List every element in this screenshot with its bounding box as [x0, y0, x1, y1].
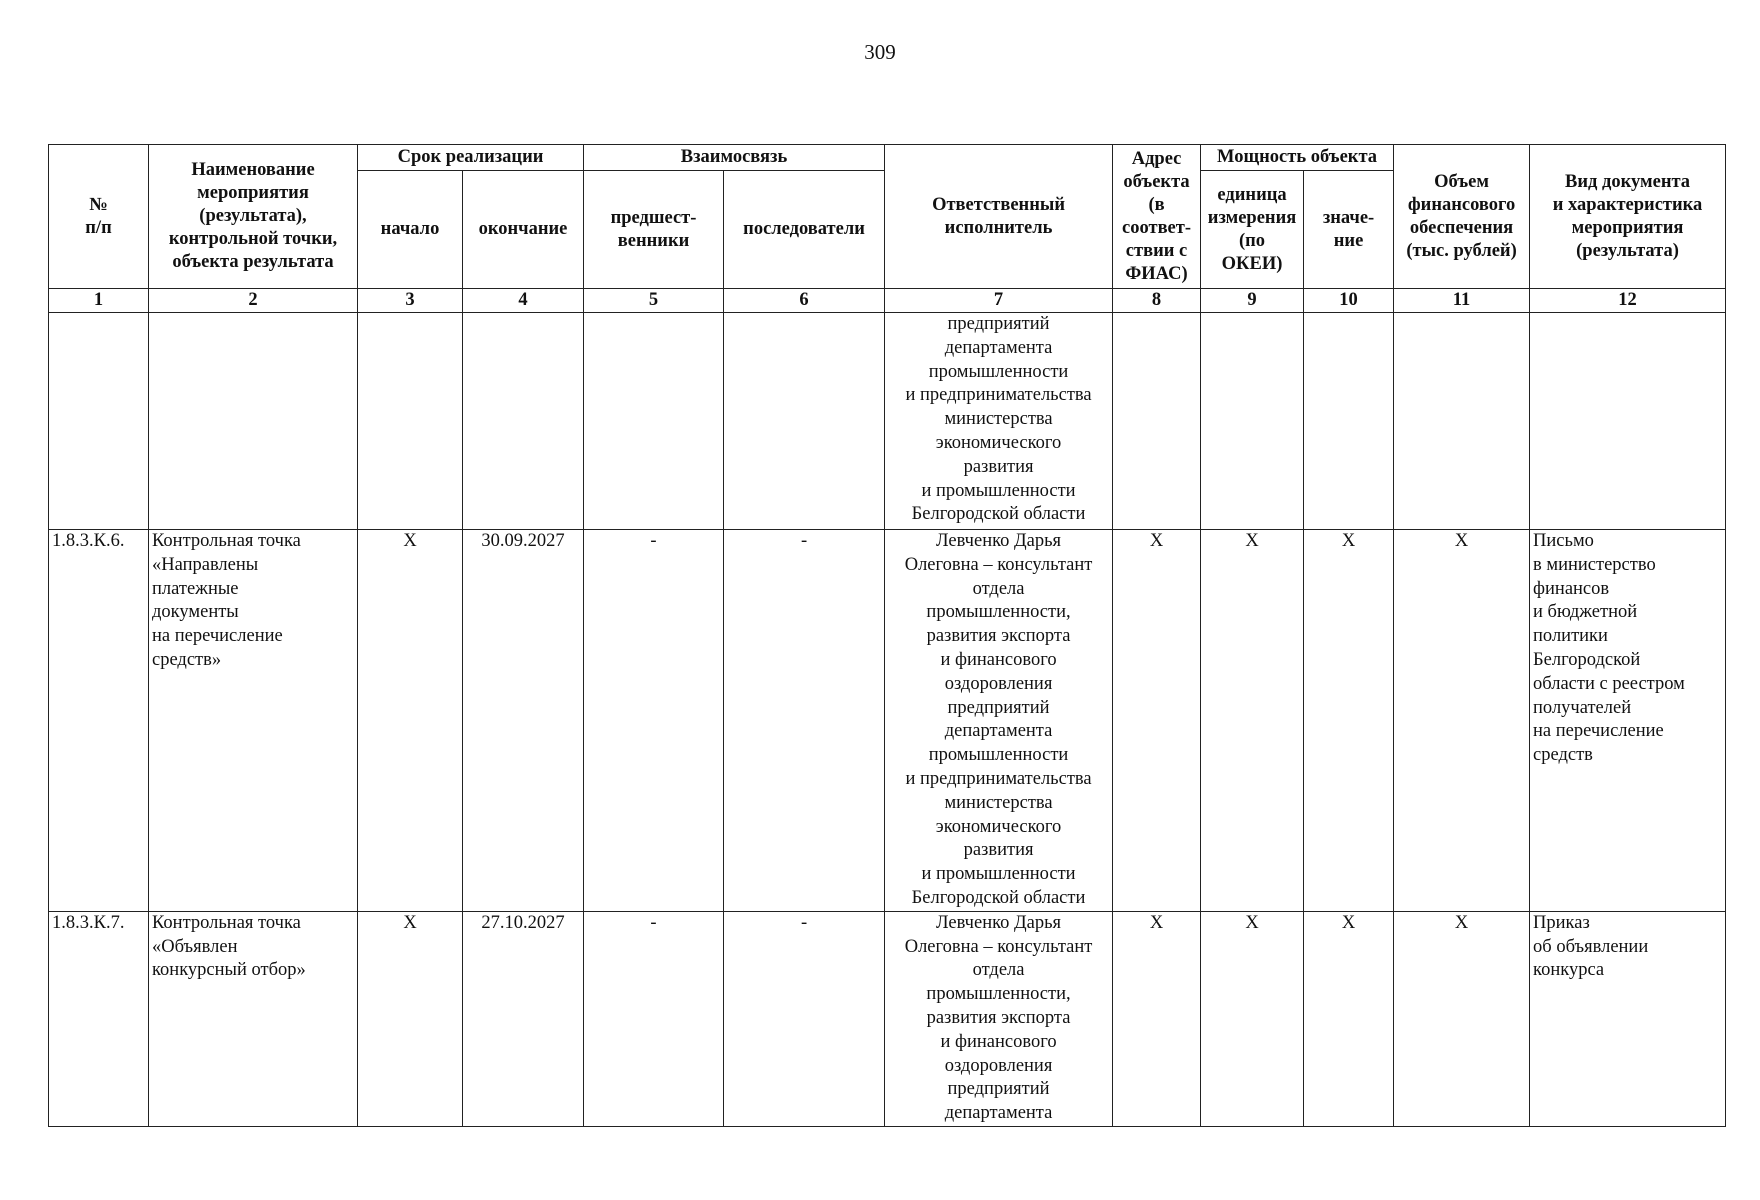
cell-doc-type: [1530, 313, 1726, 530]
header-address: Адрес объекта (в соответ- ствии с ФИАС): [1113, 145, 1201, 289]
column-number: 2: [149, 289, 358, 313]
cell-doc-type: Письмо в министерство финансов и бюджетной политики Белгородской области с реестром получателей на перечисление средств: [1530, 530, 1726, 912]
table-row: [49, 530, 1726, 912]
cell-responsible: Левченко Дарья Олеговна – консультант отдела промышленности, развития экспорта и финансового оздоровления предприятий департамента промышленности и предпринимательства министерства экономического развития и промышленности Белгородской области: [885, 530, 1113, 912]
cell-unit: [1201, 313, 1304, 530]
cell-start: [358, 313, 463, 530]
cell-name: Контрольная точка «Направлены платежные документы на перечисление средств»: [149, 530, 358, 912]
header-start: начало: [358, 171, 463, 289]
cell-end: 27.10.2027: [463, 911, 584, 1126]
column-number: 4: [463, 289, 584, 313]
column-number: 3: [358, 289, 463, 313]
column-number: 9: [1201, 289, 1304, 313]
cell-responsible: Левченко Дарья Олеговна – консультант отдела промышленности, развития экспорта и финансового оздоровления предприятий департамента: [885, 911, 1113, 1126]
column-number: 12: [1530, 289, 1726, 313]
cell-value: [1304, 313, 1394, 530]
cell-responsible: предприятий департамента промышленности и предпринимательства министерства экономического развития и промышленности Белгородской области: [885, 313, 1113, 530]
cell-address: Х: [1113, 911, 1201, 1126]
cell-start: Х: [358, 530, 463, 912]
cell-num: [49, 313, 149, 530]
header-end: окончание: [463, 171, 584, 289]
cell-num: 1.8.3.К.7.: [49, 911, 149, 1126]
cell-financing: Х: [1394, 530, 1530, 912]
cell-unit: Х: [1201, 911, 1304, 1126]
header-capacity-group: Мощность объекта: [1201, 145, 1394, 171]
cell-predecessors: -: [584, 530, 724, 912]
cell-successors: -: [724, 911, 885, 1126]
cell-name: [149, 313, 358, 530]
header-predecessors: предшест- венники: [584, 171, 724, 289]
column-number: 5: [584, 289, 724, 313]
cell-successors: [724, 313, 885, 530]
header-successors: последователи: [724, 171, 885, 289]
header-responsible: Ответственный исполнитель: [885, 145, 1113, 289]
cell-value: Х: [1304, 911, 1394, 1126]
cell-predecessors: [584, 313, 724, 530]
cell-name: Контрольная точка «Объявлен конкурсный отбор»: [149, 911, 358, 1126]
cell-end: 30.09.2027: [463, 530, 584, 912]
column-number: 10: [1304, 289, 1394, 313]
cell-value: Х: [1304, 530, 1394, 912]
header-period-group: Срок реализации: [358, 145, 584, 171]
cell-successors: -: [724, 530, 885, 912]
page-number: 309: [864, 40, 896, 64]
column-number: 1: [49, 289, 149, 313]
cell-start: Х: [358, 911, 463, 1126]
header-num: № п/п: [49, 145, 149, 289]
cell-end: [463, 313, 584, 530]
header-value: значе- ние: [1304, 171, 1394, 289]
header-relation-group: Взаимосвязь: [584, 145, 885, 171]
column-number: 7: [885, 289, 1113, 313]
header-financing: Объем финансового обеспечения (тыс. рублей): [1394, 145, 1530, 289]
cell-financing: Х: [1394, 911, 1530, 1126]
cell-address: [1113, 313, 1201, 530]
cell-financing: [1394, 313, 1530, 530]
column-number: 6: [724, 289, 885, 313]
cell-unit: Х: [1201, 530, 1304, 912]
cell-address: Х: [1113, 530, 1201, 912]
column-number: 11: [1394, 289, 1530, 313]
plan-table: [48, 144, 1726, 1127]
column-number: 8: [1113, 289, 1201, 313]
table-row: [49, 911, 1726, 1126]
header-unit: единица измерения (по ОКЕИ): [1201, 171, 1304, 289]
header-doc-type: Вид документа и характеристика мероприятия (результата): [1530, 145, 1726, 289]
header-name: Наименование мероприятия (результата), контрольной точки, объекта результата: [149, 145, 358, 289]
table-row-continuation: [49, 313, 1726, 530]
cell-num: 1.8.3.К.6.: [49, 530, 149, 912]
table-header: [49, 145, 1726, 313]
cell-predecessors: -: [584, 911, 724, 1126]
cell-doc-type: Приказ об объявлении конкурса: [1530, 911, 1726, 1126]
